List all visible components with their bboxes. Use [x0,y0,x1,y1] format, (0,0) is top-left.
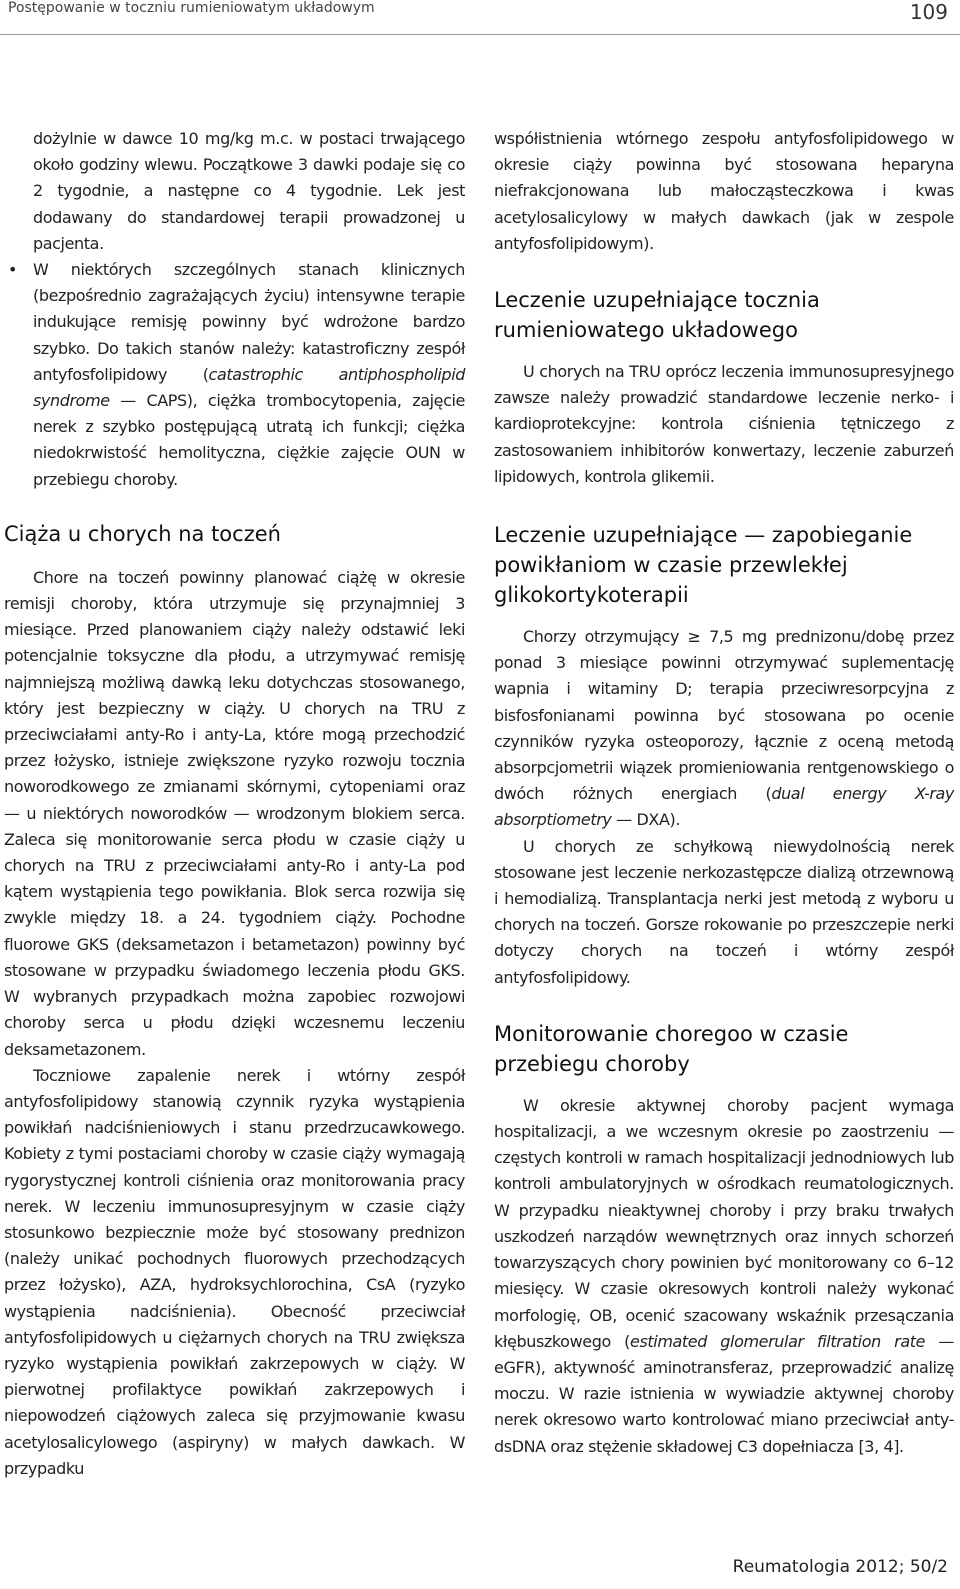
monitoring-text-a: W okresie aktywnej choroby pacjent wymaga hospitalizacji, a we wczesnym okresie po zaostrzeniu — częstych kontroli w ramach hospitalizacji jednodniowych lub kontroli ambulatoryjnych w ośrodkach reumatologicznych. W przypadku nieaktywnej choroby i przy braku trwałych uszkodzeń narządów wewnętrznych oraz innych schorzeń towarzyszących chory powinien być monitorowany co 6–12 miesięcy. W czasie okresowych kontroli należy wykonać morfologię, OB, ocenić szacowany wskaźnik przesączania kłębuszkowego ( [494,1095,954,1351]
pregnancy-paragraph-1: Chore na toczeń powinny planować ciążę w okresie remisji choroby, która utrzymuje się przynajmniej 3 miesiące. Przed planowaniem ciąży należy odstawić leki potencjalnie toksyczne dla płodu, a utrzymywać remisję najmniejszą możliwą dawką leku dotychczas stosowanego, który jest bezpieczny w ciąży. U chorych na TRU z przeciwciałami anty-Ro i anty-La, które mogą przechodzić przez łożysko, istnieje zwiększone ryzyko rozwoju tocznia noworodkowego ze zmianami skórnymi, cytopeniami oraz — u niektórych noworodków — wrodzonym blokiem serca. Zaleca się monitorowanie serca płodu w czasie ciąży u chorych na TRU z przeciwciałami anty-Ro i anty-La pod kątem wystąpienia tego powikłania. Blok serca rozwija się zwykle między 18. a 24. tygodniem ciąży. Pochodne fluorowe GKS (deksametazon i betametazon) powinny być stosowane w przypadku świadomego leczenia płodu GKS. W wybranych przypadkach można zapobiec rozwojowi choroby serca u płodu dzięki wczesnemu leczeniu deksametazonem. [4,567,465,1059]
bullet-text-end: — CAPS), ciężka trombocytopenia, zajęcie nerek z szybko postępującą utratą ich funkcji; ciężka niedokrwistość hemolityczna, ciężkie zajęcie OUN w przebiegu choroby. [33,391,465,489]
right-column [494,126,954,1460]
section-heading-prevention: Leczenie uzupełniające — zapobieganie powikłaniom w czasie przewlekłej glikokortykoterapii [494,523,913,608]
pregnancy-paragraph-2: Toczniowe zapalenie nerek i wtórny zespół antyfosfolipidowy stanowią czynnik ryzyka wystąpienia powikłań nadciśnieniowych i stanu przedrzucawkowego. Kobiety z tymi postaciami choroby w czasie ciąży wymagają rygorystycznej kontroli ciśnienia oraz monitorowania pracy nerek. W leczeniu immunosupresyjnym w czasie ciąży stosunkowo bezpiecznie może być stosowany prednizon (należy unikać pochodnych fluorowych przechodzących przez łożysko), AZA, hydroksychlorochina, CsA (ryzyko wystąpienia nadciśnienia). Obecność przeciwciał antyfosfolipidowych u ciężarnych chorych na TRU zwiększa ryzyko wystąpienia powikłań zakrzepowych w ciąży. W pierwotnej profilaktyce powikłań zakrzepowych i niepowodzeń ciążowych zaleca się przyjmowanie kwasu acetylosalicylowego (aspiryny) w małych dawkach. W przypadku [4,1065,465,1478]
bullet-text: W niektórych szczególnych stanach klinicznych (bezpośrednio zagrażających życiu) intensywne terapie indukujące remisję powinny być wdrożone bardzo szybko. Do takich stanów należy: katastroficzny zespół antyfosfolipidowy ( [33,260,465,384]
prevention-text-b: — DXA). [611,810,681,830]
bullet-item [4,257,465,493]
monitoring-text-italic: estimated glomerular filtration rate [630,1331,926,1351]
section-heading-monitoring: Monitorowanie choregoo w czasie przebiegu choroby [494,1021,849,1076]
monitoring-paragraph [494,1093,954,1460]
prevention-paragraph-2: U chorych ze schyłkową niewydolnością nerek stosowane jest leczenie nerkozastępcze dializą otrzewnową i hemodializą. Transplantacja nerki jest metodą z wyboru u chorych na toczeń. Gorsze rokowanie po przeszczepie nerki dotyczy chorych na toczeń i wtórny zespół antyfosfolipidowy. [494,836,954,987]
left-column [4,126,465,1482]
section-heading-supplementary: Leczenie uzupełniające tocznia rumieniowatego układowego [494,288,820,343]
running-header-title: Postępowanie w toczniu rumieniowatym układowym [8,0,375,16]
page-number: 109 [909,0,948,24]
prevention-paragraph-1 [494,624,954,834]
bullet-icon: • [8,260,18,280]
header-divider [0,34,960,35]
right-intro-paragraph: współistnienia wtórnego zespołu antyfosfolipidowego w okresie ciąży powinna być stosowana heparyna niefrakcjonowana lub małocząsteczkowa i kwas acetylosalicylowy w małych dawkach (jak w zespole antyfosfolipidowym). [494,129,954,253]
journal-footer: Reumatologia 2012; 50/2 [732,1557,948,1577]
supplementary-paragraph: U chorych na TRU oprócz leczenia immunosupresyjnego zawsze należy prowadzić standardowe leczenie nerko- i kardioprotekcyjne: kontrola ciśnienia tętniczego z zastosowaniem inhibitorów konwertazy, leczenie zaburzeń lipidowych, kontrola glikemii. [494,362,954,486]
left-intro-paragraph: dożylnie w dawce 10 mg/kg m.c. w postaci trwającego około godziny wlewu. Początkowe 3 dawki podaje się co 2 tygodnie, a następne co 4 tygodnie. Lek jest dodawany do standardowej terapii prowadzonej u pacjenta. [33,129,465,253]
prevention-text-italic: dual energy X-ray absorptiometry [494,784,954,830]
bullet-list [4,257,465,493]
prevention-text-a: Chorzy otrzymujący ≥ 7,5 mg prednizonu/dobę przez ponad 3 miesiące powinni otrzymywać suplementację wapnia i witaminy D; terapia przeciwresorpcyjna z bisfosfonianami powinna być stosowana po ocenie czynników ryzyka osteoporozy, łącznie z oceną metodą absorpcjometrii wiązek promieniowania rentgenowskiego o dwóch różnych energiach ( [494,627,954,804]
bullet-text-italic: catastrophic antiphospholipid syndrome [33,364,465,411]
monitoring-text-b: — eGFR), aktywność aminotransferaz, przeprowadzić analizę moczu. W razie istnienia w wywiadzie aktywnej choroby nerek okresowo warto kontrolować miano przeciwciał anty-dsDNA oraz stężenie składowej C3 dopełniacza [3, 4]. [494,1331,954,1456]
section-heading-pregnancy: Ciąża u chorych na toczeń [4,521,281,546]
